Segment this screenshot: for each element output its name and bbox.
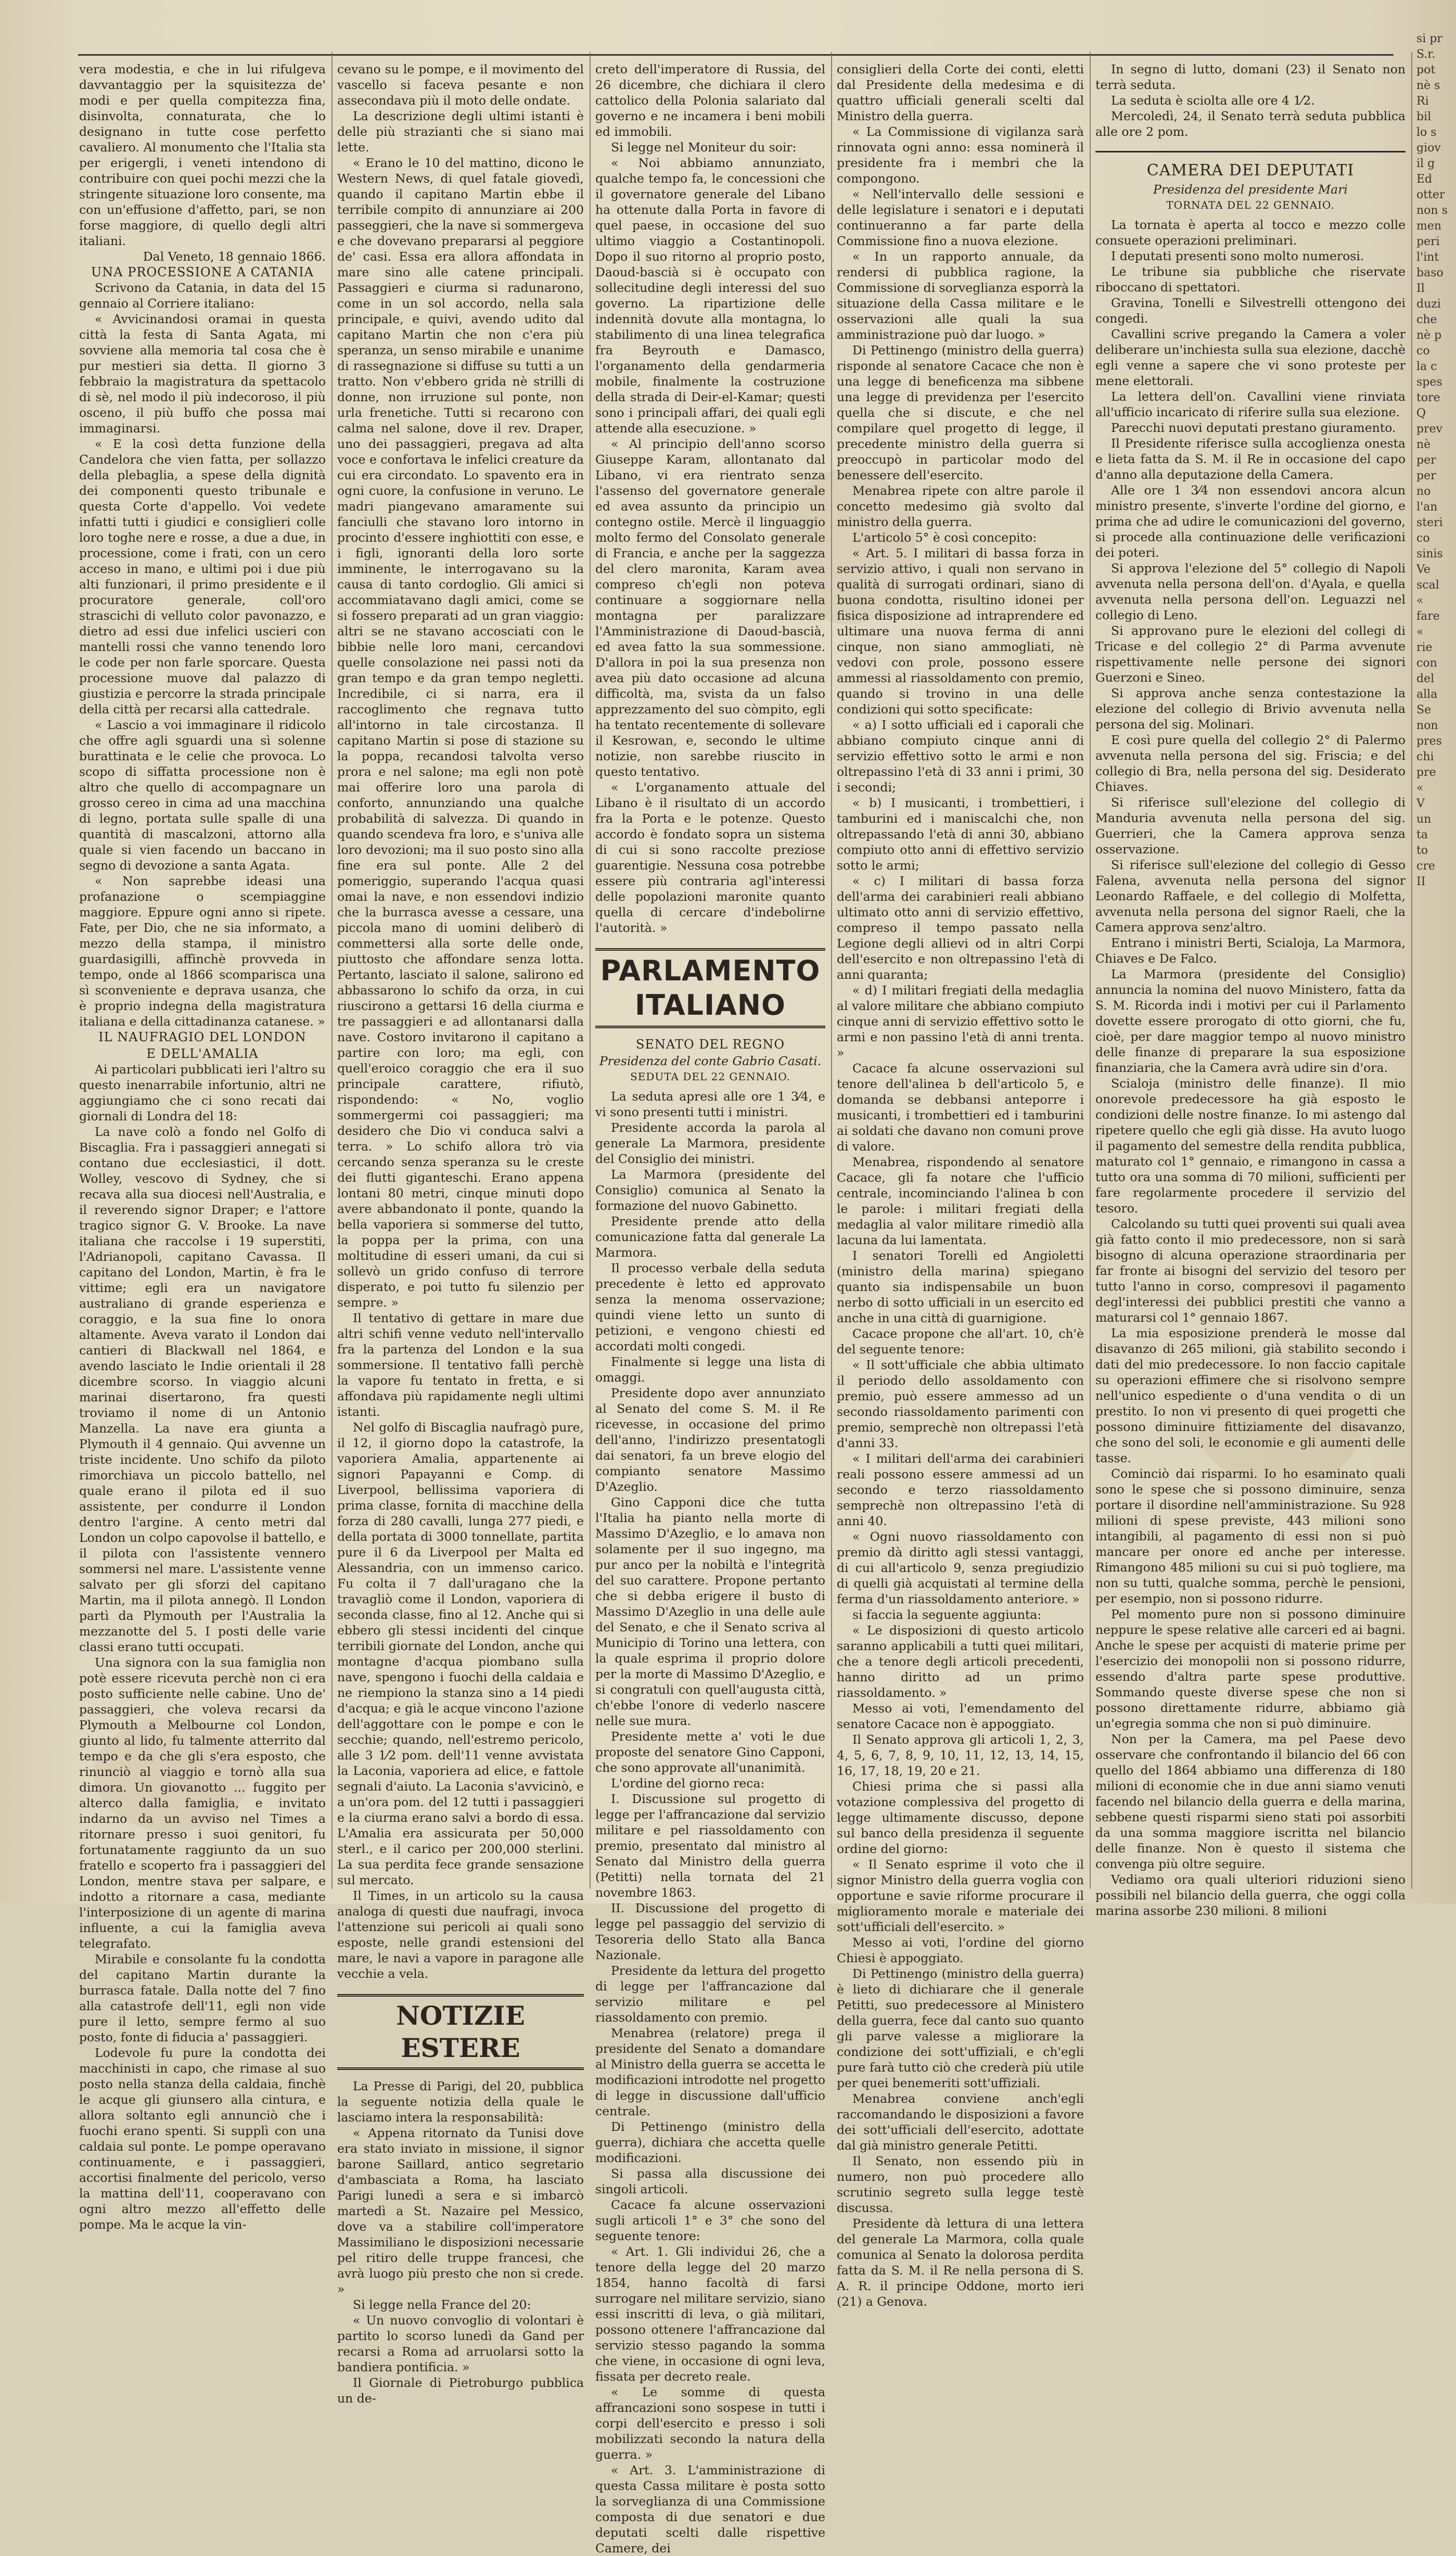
paragraph: Presidente dà lettura di una lettera del generale La Marmora, colla quale comunica al Senato la dolorosa perdita fatta da S. M. il Re nella persona di S. A. R. il principe Oddone, morto ieri (21) a Genova. xyxy=(837,2216,1084,2309)
paragraph: E così pure quella del collegio 2° di Palermo avvenuta nella persona del sig. Friscia; e del collegio di Bra, nella persona del sig. Desiderato Chiaves. xyxy=(1095,733,1406,794)
paragraph: Il Presidente riferisce sulla accoglienza onesta e lieta fatta da S. M. il Re in occasione del capo d'anno alla deputazione della Camera. xyxy=(1095,436,1406,482)
paragraph: Cavallini scrive pregando la Camera a voler deliberare un'inchiesta sulla sua elezione, dacchè egli venne a sapere che vi sono proteste per mene elettorali. xyxy=(1095,327,1406,388)
paragraph: Il tentativo di gettare in mare due altri schifi venne veduto nell'intervallo fra la partenza del London e la sua sommersione. Il tentativo fallì perchè la vapore fu tentato in fretta, e si affondava più rapidamente negli ultimi istanti. xyxy=(337,1311,584,1419)
paragraph: L'ordine del giorno reca: xyxy=(611,1776,765,1791)
adjacent-page-text: si pr S.r. pot nè s Ri bil lo s giov il g Ed otter non s men peri l'int baso Il duzi che nè p co la c spes tore Q prev nè per per no l'an steri co sinis Ve scal « fare « rie con del alla Se non pres chi pre « V un ta to cre II xyxy=(1416,32,1448,888)
paragraph: La Marmora (presidente del Consiglio) annuncia la nomina del nuovo Ministero, fatta da S. M. Ricorda indi i motivi per cui il Parlamento dovette essere prorogato di otto giorni, che fu, cioè, per dare maggior tempo al nuovo ministro delle finanze di preparare la sua esposizione finanziaria, che la Camera avrà udire sin d'ora. xyxy=(1095,967,1406,1075)
column-5 xyxy=(1095,61,1406,1918)
paragraph: Il Senato approva gli articoli 1, 2, 3, 4, 5, 6, 7, 8, 9, 10, 11, 12, 13, 14, 15, 16, 17, 18, 19, 20 e 21. xyxy=(837,1732,1084,1778)
headline-london: IL NAUFRAGIO DEL LONDON xyxy=(98,1030,306,1044)
paragraph: Una signora con la sua famiglia non potè essere ricevuta perchè non ci era posto sufficiente nelle cabine. Uno de' passaggieri, che voleva recarsi da Plymouth a Melbourne col London, giunto al lido, fu talmente atterrito dal tempo e da che gli s'era esposto, che rinunciò al viaggio e tornò alla sua dimora. Un giovanotto ... fuggito per alterco dalla famiglia, e invitato indarno da un avviso nel Times a ritornare presso i suoi genitori, fu fortunatamente raggiunto da un suo fratello e scoperto fra i passaggieri del London, mentre stava per salpare, e indotto a ritornare a casa, mediante l'interposizione di un agente di marina influente, a cui la famiglia aveva telegrafato. xyxy=(79,1655,326,1951)
paragraph: La descrizione degli ultimi istanti è delle più strazianti che si siano mai lette. xyxy=(337,109,584,155)
paragraph: Di Pettinengo (ministro della guerra) risponde al senatore Cacace che non è una legge di beneficenza ma sibbene una legge di previdenza per l'esercito quella che si discute, e che nel compilare quel progetto di legge, il precedente ministro della guerra si preoccupò in particolar modo del benessere dell'esercito. xyxy=(837,343,1084,482)
paragraph: Finalmente si legge una lista di omaggi. xyxy=(595,1354,825,1385)
section-header-notizie-estere: NOTIZIE ESTERE xyxy=(337,1994,584,2070)
paragraph: Si riferisce sull'elezione del collegio di Manduria avvenuta nella persona del sig. Guerrieri, che la Camera approva senza osservazione. xyxy=(1095,795,1406,857)
paragraph: Menabrea ripete con altre parole il concetto medesimo già svolto dal ministro della guerra. xyxy=(837,483,1084,529)
headline-amalia: E DELL'AMALIA xyxy=(146,1046,259,1061)
paragraph: La Marmora (presidente del Consiglio) comunica al Senato la formazione del nuovo Gabinetto. xyxy=(595,1167,825,1213)
paragraph: « Il Senato esprime il voto che il signor Ministro della guerra voglia con opportune e savie riforme procurare il miglioramento morale e materiale dei sott'ufficiali dell'esercito. » xyxy=(837,1857,1084,1934)
paragraph: « Art. 1. Gli individui 26, che a tenore della legge del 20 marzo 1854, hanno facoltà di farsi surrogare nel militare servizio, siano essi inscritti di leva, o già militari, possono ottenere l'affrancazione dal servizio stesso pagando la somma che viene, in occasione di ogni leva, fissata per decreto reale. xyxy=(595,2244,825,2384)
paragraph: « Al principio dell'anno scorso Giuseppe Karam, allontanato dal Libano, vi era rientrato senza l'assenso del governatore generale ed avea assunto da principio un contegno ostile. Mercè il linguaggio molto fermo del Consolato generale di Francia, e anche per la saggezza del clero maronita, Karam avea compreso ch'egli non poteva continuare a soggiornare nella montagna per paralizzare l'Amministrazione di Daoud-bascià, ed avea fatto la sua sommessione. D'allora in poi la sua presenza non avea più dato occasione ad alcuna difficoltà, ma, svista da un falso apprezzamento del suo còmpito, egli ha tentato recentemente di sollevare il Kesrowan, e, secondo le ultime notizie, non sarebbe riuscito in questo tentativo. xyxy=(595,437,825,779)
paragraph: Messo ai voti, l'ordine del giorno Chiesi è appoggiato. xyxy=(837,1935,1084,1965)
paragraph: Si approva anche senza contestazione la elezione del collegio di Brivio avvenuta nella persona del sig. Molinari. xyxy=(1095,686,1406,732)
adjacent-page-fragment xyxy=(1416,31,1456,1884)
paragraph: Mirabile e consolante fu la condotta del capitano Martin durante la burrasca fatale. Dalla notte del 7 fino alla catastrofe dell'11, egli non vide pure il letto, sempre fermo al suo posto, fonte di fiducia a' passaggieri. xyxy=(79,1952,326,2044)
paragraph: « Erano le 10 del mattino, dicono le Western News, di quel fatale giovedì, quando il capitano Martin ebbe il terribile compito di annunziare ai 200 passeggieri, che la nave si sommergeva e che dovevano prepararsi al peggiore de' casi. Essa era allora affondata in mare sino alle catene principali. Passaggieri e ciurma si radunarono, come in un sol accordo, nella sala principale, e quivi, avendo udito dal capitano Martin che non c'era più speranza, un senso mirabile e unanime di rassegnazione si diffuse su tutti a un tratto. Non v'ebbero grida nè strilli di donne, non irruzione sul ponte, non urla frenetiche. Tutti si recarono con calma nel salone, dove il rev. Draper, uno dei passaggieri, pregava ad alta voce e confortava le infelici creature da cui era circondato. Lo spavento era in ogni cuore, la confusione in veruno. Le madri piangevano amaramente sui fanciulli che stavano loro intorno in procinto d'essere inghiottiti con esse, e i figli, ignoranti della loro sorte imminente, le interrogavano su la causa di tanto cordoglio. Gli amici si accommiatavano dagli amici, come se si fossero preparati ad un gran viaggio: altri se ne stavano accosciati con le bibbie nelle loro mani, cercandovi quelle consolazione nei passi noti da gran tempo e da gran tempo negletti. Incredibile, ci si narra, era il raccoglimento che regnava tutto all'intorno in tale circostanza. Il capitano Martin si pose di stazione su la poppa, recandosi talvolta verso prora e nel salone; ma egli non potè mai offerire loro una parola di conforto, annunziando una qualche probabilità di salvezza. Di quando in quando scendeva fra loro, e s'univa alle loro devozioni; ma il suo posto sino alla fine era sul ponte. Alle 2 del pomeriggio, superando l'acqua quasi omai la nave, e non essendovi indizio che la burrasca avesse a cessare, una piccola mano di uomini deliberò di commettersi alla sorte delle onde, piuttosto che affondare senza lotta. Pertanto, lasciato il salone, salirono ed abbassarono lo schifo da orza, in cui riuscirono a gettarsi 16 della ciurma e tre passaggieri e ad allontanarsi dalla nave. Costoro invitarono il capitano a partire con loro; ma egli, con quell'eroico coraggio che era il suo principale carattere, rifiutò, rispondendo: « No, voglio sommergermi coi passaggieri; ma desidero che Dio vi conduca salvi a terra. » Lo schifo allora trò via cercando senza speranza su le creste dei flutti giganteschi. Erano appena lontani 80 metri, cinque minuti dopo avere abbandonato il ponte, quando la bella vaporiera si sommerse del tutto, la poppa per la prima, con una moltitudine di esseri umani, da cui si sollevò un grido confuso di terrore disperato, e poi tutto fu silenzio per sempre. » xyxy=(337,156,584,1310)
paragraph: I. Discussione sul progetto di legge per l'affrancazione dal servizio militare e pel riassoldamento con premio, presentato dal ministro al Senato dal Ministro della guerra (Petitti) nella tornata del 21 novembre 1863. xyxy=(595,1792,825,1900)
headline-catania: UNA PROCESSIONE A CATANIA xyxy=(91,265,314,279)
paragraph: Si passa alla discussione dei singoli articoli. xyxy=(595,2166,825,2196)
paragraph: Si legge nel Moniteur du soir: xyxy=(611,140,797,155)
paragraph: Cominciò dai risparmi. Io ho esaminato quali sono le spese che si possono diminuire, senza portare il disordine nell'amministrazione. Su 928 milioni di spese previste, 443 milioni sono intangibili, al pagamento di essi non si può mancare per onore ed anche per interesse. Rimangono 485 milioni su cui si può togliere, ma non su tutti, qualche somma, perchè le pensioni, per esempio, non si possono ridurre. xyxy=(1095,1466,1406,1606)
paragraph: Di Pettinengo (ministro della guerra) è lieto di dichiarare che il generale Petitti, suo predecessore al Ministero della guerra, fece dal canto suo quanto gli parve valesse a migliorare la condizione dei sott'uffiziali, e ch'egli pure farà tutto ciò che crederà più utile per quei benemeriti sott'uffiziali. xyxy=(837,1966,1084,2090)
paragraph: creto dell'imperatore di Russia, del 26 dicembre, che dichiara il clero cattolico della Polonia salariato dal governo e ne incamera i beni mobili ed immobili. xyxy=(595,62,825,139)
paragraph: « Il sott'ufficiale che abbia ultimato il periodo dello assoldamento con premio, può essere ammesso ad un secondo riassoldamento parimenti con premio, semprechè non oltrepassi l'età d'anni 33. xyxy=(837,1358,1084,1450)
paragraph: In segno di lutto, domani (23) il Senato non terrà seduta. xyxy=(1095,62,1406,92)
paragraph: « I militari dell'arma dei carabinieri reali possono essere ammessi ad un secondo e terzo riassoldamento semprechè non oltrepassino l'età di anni 40. xyxy=(837,1451,1084,1528)
paragraph: I deputati presenti sono molto numerosi. xyxy=(1111,249,1364,263)
dateline: Dal Veneto, 18 gennaio 1866. xyxy=(143,249,326,264)
section-rule xyxy=(1095,151,1406,152)
paragraph: « b) I musicanti, i trombettieri, i tamburini ed i maniscalchi che, non oltrepassando l'età di anni 30, abbiano compiuto otto anni di effettivo servizio sotto le armi; xyxy=(837,796,1084,873)
paragraph: « Le disposizioni di questo articolo saranno applicabili a tutti quei militari, che a tenore degli articoli precedenti, hanno diritto ad un primo riassoldamento. » xyxy=(837,1623,1084,1700)
paragraph: « Non saprebbe ideasi una profanazione o scempiaggine maggiore. Eppure ogni anno si ripete. Fate, per Dio, che ne sia informato, a mezzo della stampa, il ministro guardasigilli, affinchè provveda in tempo, onde al 1866 scomparisca una sì sconveniente e deprava usanza, che è proprio indegna della magistratura italiana e della cittadinanza catanese. » xyxy=(79,874,326,1029)
paragraph: Gravina, Tonelli e Silvestrelli ottengono dei congedi. xyxy=(1095,296,1406,326)
paragraph: Parecchi nuovi deputati prestano giuramento. xyxy=(1111,420,1396,435)
paragraph: Scrivono da Catania, in data del 15 gennaio al Corriere italiano: xyxy=(79,280,326,311)
paragraph: si faccia la seguente aggiunta: xyxy=(852,1607,1042,1622)
presidency-line: Presidenza del conte Gabrio Casati. xyxy=(599,1054,822,1068)
paragraph: Si legge nella France del 20: xyxy=(353,2297,531,2312)
paragraph: I senatori Torelli ed Angioletti (ministro della marina) spiegano quanto sia indispensabile un buon nerbo di sotto ufficiali in un esercito ed anche in una città di guarnigione. xyxy=(837,1248,1084,1325)
paragraph: « Un nuovo convoglio di volontari è partito lo scorso lunedì da Gand per recarsi a Roma ad arruolarsi sotto la bandiera pontificia. » xyxy=(337,2313,584,2374)
paragraph: « E la così detta funzione della Candelora che vien fatta, per sollazzo della plebaglia, a spese della dignità dei componenti questo tribunale e questa Corte d'appello. Voi vedete infatti tutti i giudici e consiglieri colle loro toghe nere e rosse, a due a due, in processione, come i frati, con un cero acceso in mano, e ultimi poi i due più alti funzionari, il primo presidente e il procuratore generale, coll'oro strascichi di velluto color pavonazzo, e dietro ad essi due infelici uscieri con mantelli rossi che vanno tenendo loro le code per non farle sporcare. Questa processione muove dal palazzo di giustizia e percorre la strada principale della città per recarsi alla cattedrale. xyxy=(79,437,326,717)
article-continuation: vera modestia, e che in lui rifulgeva davvantaggio per la squisitezza de' modi e per quella compitezza fina, disinvolta, connaturata, che lo designano in tutte cose perfetto cavaliero. Al monumento che l'Italia sta per erigergli, i veneti intendono di contribuire con quei pochi mezzi che la stringente situazione loro consente, ma con un'effusione d'affetto, pari, se non forse maggiore, di quello degli altri italiani. xyxy=(79,62,326,248)
paragraph: « Lascio a voi immaginare il ridicolo che offre agli sguardi una sì solenne burattinata e le celie che provoca. Lo scopo di siffatta processione non è altro che quello di accompagnare un grosso cereo in cima ad una macchina di legno, portata sulle spalle di una quantità di mascalzoni, attorno alla quale si vien facendo un baccano in segno di devozione a santa Agata. xyxy=(79,718,326,873)
paragraph: Ai particolari pubblicati ieri l'altro su questo inenarrabile infortunio, altri ne aggiungiamo che ci sono recati dai giornali di Londra del 18: xyxy=(79,1062,326,1123)
paragraph: « c) I militari di bassa forza dell'arma dei carabinieri reali abbiano ultimato otto anni di servizio effettivo, compreso il tempo passato nella Legione degli allievi od in altri Corpi dell'esercito e non oltrepassino l'età di anni quaranta; xyxy=(837,874,1084,982)
paragraph: « Le somme di questa affrancazioni sono sospese in tutti i corpi dell'esercito e presso i soli mobilizzati secondo la natura della guerra. » xyxy=(595,2385,825,2462)
session-date: SEDUTA DEL 22 GENNAIO. xyxy=(630,1070,790,1083)
column-rule xyxy=(590,52,591,1889)
column-rule xyxy=(831,52,832,1889)
paragraph: Messo ai voti, l'emendamento del senatore Cacace non è appoggiato. xyxy=(837,1701,1084,1731)
paragraph: « In un rapporto annuale, da rendersi di pubblica ragione, la Commissione di sorveglianza esporrà la situazione della Cassa militare e le osservazioni alle quali la sua amministrazione può dar luogo. » xyxy=(837,249,1084,342)
paragraph: La nave colò a fondo nel Golfo di Biscaglia. Fra i passaggieri annegati si contano due ecclesiastici, il dott. Wolley, vescovo di Sydney, che si recava alla sua diocesi nell'Australia, e il reverendo signor Draper; e l'attore tragico signor G. V. Brooke. La nave italiana che raccolse i 19 superstiti, l'Adrianopoli, capitano Cavassa. Il capitano del London, Martin, è fra le vittime; egli era un navigatore australiano di grande esperienza e coraggio, e la sua fine lo onora altamente. Aveva varato il London dai cantieri di Blackwall nel 1864, e avendo lasciato le Indie orientali il 28 dicembre scorso. In viaggio alcuni marinai disertarono, fra questi troviamo il nome di un Antonio Manzella. La nave era giunta a Plymouth il 4 gennaio. Qui avvenne un triste incidente. Uno schifo da piloto rimorchiava un piccolo battello, nel quale erano il pilota ed il suo assistente, per condurre il London dentro l'argine. A cento metri dal London un colpo capovolse il battello, e il pilota con l'assistente vennero sommersi nel mare. L'assistente venne salvato per gli sforzi del capitano Martin, ma il pilota annegò. Il London partì da Plymouth per l'Australia la mezzanotte del 5. I posti delle varie classi erano tutti occupati. xyxy=(79,1124,326,1654)
paragraph: Il Senato, non essendo più in numero, non può procedere allo scrutinio segreto sulla legge testè discussa. xyxy=(837,2154,1084,2215)
section-header-parlamento: PARLAMENTO ITALIANO xyxy=(595,948,825,1028)
paragraph: « d) I militari fregiati della medaglia al valore militare che abbiano compiuto cinque anni di servizio effettivo sotto le armi e non passino l'età di anni trenta. » xyxy=(837,983,1084,1060)
paragraph: « Noi abbiamo annunziato, qualche tempo fa, le concessioni che il governatore generale del Libano ha ottenute dalla Porta in favore di quel paese, in occasione del suo ultimo viaggio a Costantinopoli. Dopo il suo ritorno al proprio posto, Daoud-bascià si è occupato con sollecitudine degli interessi del suo governo. La ripartizione delle indennità dovute alla montagna, lo stabilimento di una linea telegrafica fra Beyrouth e Damasco, l'organamento della gendarmeria mobile, finalmente la costruzione della strada di Deir-el-Kamar; questi sono i principali affari, dei quali egli attende alla esecuzione. » xyxy=(595,156,825,436)
paragraph: « Nell'intervallo delle sessioni e delle legislature i senatori e i deputati continueranno a far parte della Commissione fino a nuova elezione. xyxy=(837,187,1084,248)
paragraph: Cacace propone che all'art. 10, ch'è del seguente tenore: xyxy=(837,1326,1084,1357)
paragraph: Il processo verbale della seduta precedente è letto ed approvato senza la menoma osservazione; quindi viene letto un sunto di petizioni, e vengono chiesti ed accordati molti congedi. xyxy=(595,1261,825,1353)
column-rule xyxy=(1090,52,1091,1889)
column-rule xyxy=(331,52,333,1889)
paragraph: Menabrea, rispondendo al senatore Cacace, gli fa notare che l'ufficio centrale, incominciando l'alinea b con le parole: i militari fregiati della medaglia al valor militare rimediò alla lacuna da lui lamentata. xyxy=(837,1155,1084,1247)
paragraph: « a) I sotto ufficiali ed i caporali che abbiano compiuto cinque anni di servizio effettivo sotto le armi e non oltrepassino l'età di 33 anni i primi, 30 i secondi; xyxy=(837,718,1084,795)
paragraph: Cacace fa alcune osservazioni sul tenore dell'alinea b dell'articolo 5, e domanda se debbansi anteporre i musicanti, i trombettieri ed i tamburini ai soldati che davano non comuni prove di valore. xyxy=(837,1061,1084,1154)
paragraph: « Art. 3. L'amministrazione di questa Cassa militare è posta sotto la sorveglianza di una Commissione composta di due senatori e due deputati scelti dalle rispettive Camere, dei xyxy=(595,2463,825,2555)
column-1 xyxy=(79,61,326,2232)
paragraph: Presidente prende atto della comunicazione fatta dal generale La Marmora. xyxy=(595,1214,825,1260)
paragraph: Mercoledì, 24, il Senato terrà seduta pubblica alle ore 2 pom. xyxy=(1095,109,1406,139)
paragraph: consiglieri della Corte dei conti, eletti dal Presidente della medesima e di quattro ufficiali generali scelti dal Ministro della guerra. xyxy=(837,62,1084,123)
paragraph: Di Pettinengo (ministro della guerra), dichiara che accetta quelle modificazioni. xyxy=(595,2119,825,2165)
top-rule xyxy=(78,54,1394,56)
session-date: TORNATA DEL 22 GENNAIO. xyxy=(1166,199,1335,211)
column-4 xyxy=(837,61,1084,2309)
paragraph: cevano su le pompe, e il movimento del vascello si faceva pesante e non assecondava più il moto delle ondate. xyxy=(337,62,584,108)
paragraph: Presidente mette a' voti le due proposte del senatore Gino Capponi, che sono approvate all'unanimità. xyxy=(595,1729,825,1775)
paragraph: Si riferisce sull'elezione del collegio di Gesso Falena, avvenuta nella persona del signor Leonardo Raffaele, e del collegio di Molfetta, avvenuta nella persona del signor Raeli, che la Camera approva senz'altro. xyxy=(1095,858,1406,935)
paragraph: Cacace fa alcune osservazioni sugli articoli 1° e 3° che sono del seguente tenore: xyxy=(595,2197,825,2243)
paragraph: Entrano i ministri Berti, Scialoja, La Marmora, Chiaves e De Falco. xyxy=(1095,936,1406,966)
paragraph: La mia esposizione prenderà le mosse dal disavanzo di 265 milioni, già stabilito secondo i dati del mio predecessore. Io non faccio capitale su operazioni effimere che si risolvono sempre nell'unico espediente o d'una vendita o di un prestito. Io non vi presento di quei progetti che possono diminuire fittiziamente del disavanzo, che sono del soli, le economie e gli aumenti delle tasse. xyxy=(1095,1326,1406,1465)
paragraph: Il Giornale di Pietroburgo pubblica un de- xyxy=(337,2375,584,2406)
paragraph: Lodevole fu pure la condotta dei macchinisti in capo, che rimase al suo posto nella stanza della caldaia, finchè le acque gli giunsero alla cintura, e allora soltanto egli annunciò che i fuochi erano spenti. Si supplì con una caldaia sul ponte. Le pompe operavano continuamente, e i passaggieri, accortisi finalmente del pericolo, verso la mattina dell'11, cooperavano con ogni altro mezzo all'effetto delle pompe. Ma le acque la vin- xyxy=(79,2046,326,2232)
paragraph: Calcolando su tutti quei proventi sui quali avea già fatto conto il mio predecessore, non si sarà bisogno di alcuna operazione straordinaria per far fronte ai bisogni del servizio del tesoro per tutto l'anno in corso, compresovi il pagamento degl'interessi dei pubblici prestiti che vanno a maturarsi col 1° gennaio 1867. xyxy=(1095,1217,1406,1325)
paragraph: Presidente dopo aver annunziato al Senato del come S. M. il Re ricevesse, in occasione del primo dell'anno, l'indirizzo presentatogli dai senatori, fa un breve elogio del compianto senatore Massimo D'Azeglio. xyxy=(595,1386,825,1494)
paragraph: Menabrea conviene anch'egli raccomandando le disposizioni a favore dei sott'ufficiali dell'esercito, adottate dal già ministro generale Petitti. xyxy=(837,2091,1084,2153)
paragraph: Si approva l'elezione del 5° collegio di Napoli avvenuta nella persona dell'on. d'Ayala, e quella avvenuta nella persona dell'on. Leguazzi nel collegio di Leno. xyxy=(1095,561,1406,622)
paragraph: La Presse di Parigi, del 20, pubblica la seguente notizia della quale le lasciamo intera la responsabilità: xyxy=(337,2079,584,2125)
paragraph: La seduta è sciolta alle ore 4 1⁄2. xyxy=(1111,93,1315,108)
paragraph: La seduta apresi alle ore 1 3⁄4, e vi sono presenti tutti i ministri. xyxy=(595,1089,825,1119)
paragraph: La lettera dell'on. Cavallini viene rinviata all'ufficio incaricato di riferire sulla sua elezione. xyxy=(1095,389,1406,419)
presidency-line: Presidenza del presidente Mari xyxy=(1153,182,1348,197)
paragraph: Menabrea (relatore) prega il presidente del Senato a domandare al Ministro della guerra se accetta le modificazioni introdotte nel progetto di legge in discussione dall'ufficio centrale. xyxy=(595,2026,825,2118)
paragraph: Chiesi prima che si passi alla votazione complessiva del progetto di legge ultimamente discusso, depone sul banco della presidenza il seguente ordine del giorno: xyxy=(837,1779,1084,1856)
column-2 xyxy=(337,61,584,2406)
paragraph: « Avvicinandosi oramai in questa città la festa di Santa Agata, mi sovviene alla memoria tal cosa che è pur mestieri sia detta. Il giorno 3 febbraio la magistratura da spettacolo di sè, nel modo il più indecoroso, il più osceno, il più buffo che possa mai immaginarsi. xyxy=(79,312,326,436)
paragraph: La tornata è aperta al tocco e mezzo colle consuete operazioni preliminari. xyxy=(1095,218,1406,248)
paragraph: « Ogni nuovo riassoldamento con premio dà diritto agli stessi vantaggi, di cui all'articolo 9, senza pregiudizio di quelli già acquistati al termine della ferma d'un riassoldamento anteriore. » xyxy=(837,1529,1084,1606)
paragraph: Gino Capponi dice che tutta l'Italia ha pianto nella morte di Massimo D'Azeglio, e lo amava non solamente per il suo ingegno, ma pur anco per la nobiltà e l'integrità del suo carattere. Propone pertanto che si debba erigere il busto di Massimo D'Azeglio in una delle aule del Senato, e che il Senato scriva al Municipio di Torino una lettera, con la quale esprima il proprio dolore per la morte di Massimo D'Azeglio, e si congratuli con quell'augusta città, ch'ebbe l'onore di vederlo nascere nelle sue mura. xyxy=(595,1495,825,1728)
paragraph: « L'organamento attuale del Libano è il risultato di un accordo fra la Porta e le potenze. Questo accordo è fondato sopra un sistema di cui si sono raccolte preziose guarentigie. Nessuna cosa potrebbe essere più contraria agl'interessi delle popolazioni maronite quanto quella di cercare d'indebolirne l'autorità. » xyxy=(595,780,825,935)
column-3 xyxy=(595,61,825,2555)
paragraph: Presidente accorda la parola al generale La Marmora, presidente del Consiglio dei ministri. xyxy=(595,1120,825,1166)
paragraph: Presidente da lettura del progetto di legge per l'affrancazione dal servizio militare e pel riassoldamento con premio. xyxy=(595,1963,825,2025)
paragraph: L'articolo 5° è così concepito: xyxy=(852,530,1037,545)
paragraph: Si approvano pure le elezioni del collegi di Tricase e del collegio 2° di Parma avvenute rispettivamente nelle persone dei signori Guerzoni e Sineo. xyxy=(1095,623,1406,685)
paragraph: « Art. 5. I militari di bassa forza in servizio attivo, i quali non servano in qualità di surrogati ordinari, siano di buona condotta, risultino idonei per fisica disposizione ad intraprendere ed ultimare una nuova ferma di anni cinque, non siano ammogliati, nè vedovi con prole, possono essere ammessi al riassoldamento con premio, quando si trovino in una delle condizioni qui sotto specificate: xyxy=(837,546,1084,717)
column-rule xyxy=(1411,52,1412,1889)
paragraph: II. Discussione del progetto di legge pel passaggio del servizio di Tesoreria dello Stato alla Banca Nazionale. xyxy=(595,1901,825,1962)
paragraph: Non per la Camera, ma pel Paese devo osservare che confrontando il bilancio del 66 con quello del 1864 abbiamo una differenza di 180 milioni di economie che in due anni siamo venuti facendo nel bilancio della guerra e della marina, sebbene questi risparmi sieno stati poi assorbiti da una somma maggiore iscritta nel bilancio delle finanze. Non è questo il sistema che convenga più oltre seguire. xyxy=(1095,1732,1406,1871)
paragraph: Vediamo ora quali ulteriori riduzioni sieno possibili nel bilancio della guerra, che oggi colla marina assorbe 230 milioni. 8 milioni xyxy=(1095,1872,1406,1918)
paragraph: « Appena ritornato da Tunisi dove era stato inviato in missione, il signor barone Saillard, antico segretario d'ambasciata a Roma, ha lasciato Parigi lunedì a sera e si imbarcò martedì a St. Nazaire pel Messico, dove va a stabilire coll'imperatore Massimiliano le disposizioni necessarie pel ritiro delle truppe francesi, che avrà luogo più presto che non si crede. » xyxy=(337,2126,584,2296)
headline-senato: SENATO DEL REGNO xyxy=(635,1037,785,1052)
paragraph: Le tribune sia pubbliche che riservate riboccano di spettatori. xyxy=(1095,264,1406,295)
paragraph: Nel golfo di Biscaglia naufragò pure, il 12, il giorno dopo la catastrofe, la vaporiera Amalia, appartenente ai signori Papayanni e Comp. di Liverpool, bellissima vaporiera di prima classe, fornita di macchine della forza di 280 cavalli, lunga 277 piedi, e della portata di 3000 tonnellate, partita pure il 6 da Liverpool per Malta ed Alessandria, con un immenso carico. Fu colta il 7 dall'uragano che la travagliò come il London, vaporiera di seconda classe, fino al 12. Anche qui si ebbero gli stessi incidenti del cinque terribili giornate del London, anche qui montagne d'acqua piombano sulla nave, spengono i fuochi della caldaia e ne riempiono la stanza sino a 14 piedi d'acqua; e già le acque vincono l'azione dell'aggottare con le pompe e con le secchie; quando, nell'estremo pericolo, alle 3 1⁄2 pom. dell'11 venne avvistata la Laconia, vaporiera ad elice, e fattole segnali d'aiuto. La Laconia s'avvicinò, e a un'ora pom. del 12 tutti i passaggieri e la ciurma erano salvi a bordo di essa. L'Amalia era assicurata per 50,000 sterl., e il carico per 200,000 sterlini. La sua perdita fece grande sensazione sul mercato. xyxy=(337,1420,584,1887)
headline-camera: CAMERA DEI DEPUTATI xyxy=(1146,161,1355,180)
paragraph: Alle ore 1 3⁄4 non essendovi ancora alcun ministro presente, s'inverte l'ordine del giorno, e prima che ad udire le comunicazioni del governo, si procede alla continuazione delle verificazioni dei poteri. xyxy=(1095,483,1406,560)
paragraph: Scialoja (ministro delle finanze). Il mio onorevole predecessore ha già esposto le condizioni delle nostre finanze. Io mi astengo dal ripetere quello che egli già disse. Ha avuto luogo il pagamento del semestre della rendita pubblica, maturato col 1° gennaio, e rimangono in cassa a tutto ora una somma di 70 milioni, sufficienti per fare regolarmente procedere il servizio del tesoro. xyxy=(1095,1076,1406,1216)
paragraph: Pel momento pure non si possono diminuire neppure le spese relative alle carceri ed ai bagni. Anche le spese per acquisti di materie prime per l'esercizio dei monopolii non si possono ridurre, essendo d'altra parte spese produttive. Sommando queste diverse spese che non si possono direttamente ridurre, abbiamo già un'egregia somma che non si può diminuire. xyxy=(1095,1607,1406,1731)
paragraph: Il Times, in un articolo su la causa analoga di questi due naufragi, invoca l'attenzione sui pericoli ai quali sono esposte, nelle grandi estensioni del mare, le navi a vapore in paragone alle vecchie a vela. xyxy=(337,1888,584,1981)
paragraph: « La Commissione di vigilanza sarà rinnovata ogni anno: essa nominerà il presidente fra i membri che la compongono. xyxy=(837,124,1084,186)
